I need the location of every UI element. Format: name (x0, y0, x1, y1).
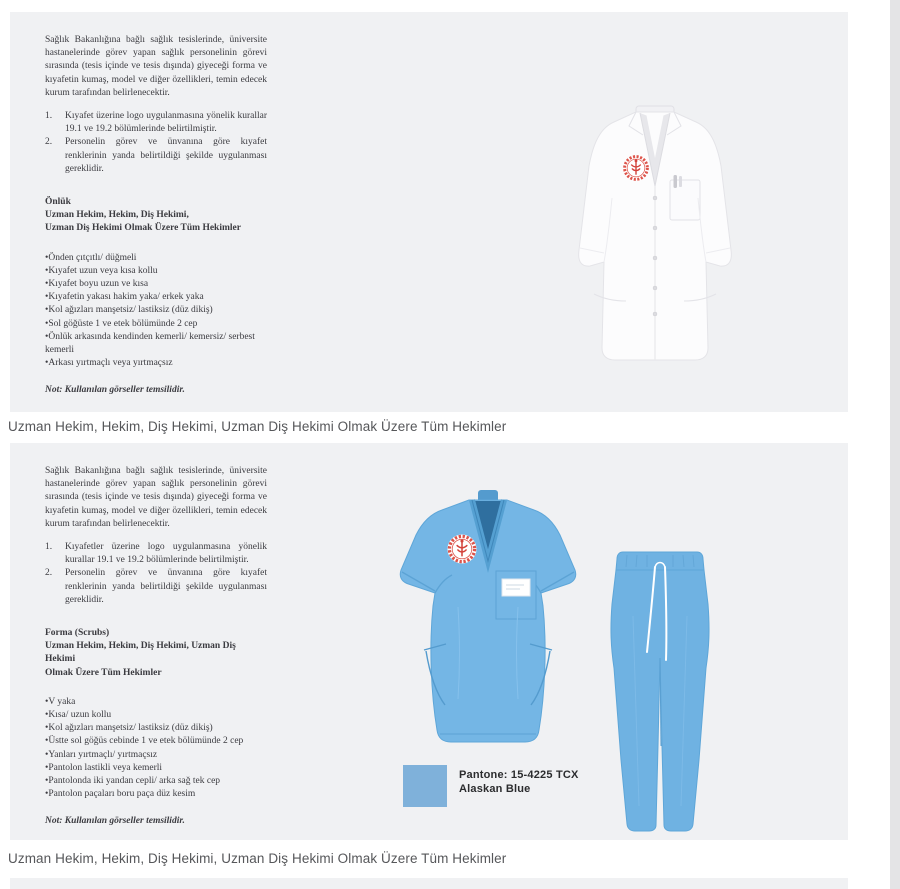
rule-text: Personelin görev ve ünvanına göre kıyafet renklerinin yanda belirtildiği şekilde uygulanması gereklidir. (65, 137, 267, 174)
spec-bullet: • Arkası yırtmaçlı veya yırtmaçsız (45, 357, 267, 370)
spec-bullet: • Önden çıtçıtlı/ düğmeli (45, 252, 267, 265)
representative-images-note: Not: Kullanılan görseller temsilidir. (45, 385, 185, 396)
spec-bullet: • Kol ağızları manşetsiz/ lastiksiz (düz dikiş) (45, 304, 267, 317)
spec-bullet: • Pantolon paçaları boru paça düz kesim (45, 788, 267, 801)
section-subheading-line: Uzman Hekim, Hekim, Diş Hekimi, (45, 210, 189, 221)
panel1-caption: Uzman Hekim, Hekim, Diş Hekimi, Uzman Diş Hekimi Olmak Üzere Tüm Hekimler (8, 419, 507, 434)
scrub-pants-image (603, 546, 717, 834)
rule-number: 2. (45, 568, 53, 579)
rule-item (45, 567, 267, 607)
section-subheading-line: Olmak Üzere Tüm Hekimler (45, 667, 162, 678)
section-subheading-line: Uzman Diş Hekimi Olmak Üzere Tüm Hekimler (45, 223, 241, 234)
lab-coat-image (560, 102, 750, 370)
rule-text: Personelin görev ve ünvanına göre kıyafet renklerinin yanda belirtildiği şekilde uygulanması gereklidir. (65, 568, 267, 605)
onluk-section-card (10, 12, 848, 412)
section-heading-group (45, 627, 267, 680)
numbered-rules-list (45, 110, 267, 176)
rule-item (45, 541, 267, 567)
rule-item (45, 136, 267, 176)
representative-images-note: Not: Kullanılan görseller temsilidir. (45, 816, 185, 827)
section-heading-group (45, 196, 267, 236)
forma-text-column (45, 465, 267, 829)
intro-paragraph: Sağlık Bakanlığına bağlı sağlık tesislerinde, üniversite hastanelerinde görev yapan sağlık personelinin görevi sırasında (tesis içinde ve tesis dışında) giyeceği forma ve kıyafetin kumaş, model ve diğer özellikleri, temin edecek kurum tarafından belirlenecektir. (45, 35, 267, 98)
spec-bullet: • Üstte sol göğüs cebinde 1 ve etek bölümünde 2 cep (45, 735, 267, 748)
ministry-of-health-emblem-icon (447, 534, 476, 563)
intro-paragraph: Sağlık Bakanlığına bağlı sağlık tesislerinde, üniversite hastanelerinde görev yapan sağlık personelinin görevi sırasında (tesis içinde ve tesis dışında) giyeceği forma ve kıyafetin kumaş, model ve diğer özellikleri, temin edecek kurum tarafından belirlenecektir. (45, 466, 267, 529)
scrollbar-track[interactable] (890, 0, 900, 889)
rule-number: 2. (45, 137, 53, 148)
spec-bullet-list (45, 696, 267, 802)
section-heading: Önlük (45, 197, 71, 208)
spec-bullet: • Kıyafet boyu uzun ve kısa (45, 278, 267, 291)
numbered-rules-list (45, 541, 267, 607)
spec-bullet: • Kol ağızları manşetsiz/ lastiksiz (düz dikiş) (45, 722, 267, 735)
onluk-text-column (45, 34, 267, 398)
pantone-name: Alaskan Blue (459, 783, 531, 795)
spec-bullet: • Kıyafet uzun veya kısa kollu (45, 265, 267, 278)
spec-bullet: • Pantolonda iki yandan cepli/ arka sağ tek cep (45, 775, 267, 788)
pantone-code: Pantone: 15-4225 TCX (459, 769, 579, 781)
scrub-top-image (388, 487, 588, 772)
pantone-color-swatch (403, 765, 447, 807)
rule-number: 1. (45, 111, 53, 122)
spec-bullet: • Kısa/ uzun kollu (45, 709, 267, 722)
section-subheading-line: Uzman Hekim, Hekim, Diş Hekimi, Uzman Diş Hekimi (45, 641, 236, 665)
spec-bullet: • Önlük arkasında kendinden kemerli/ kemersiz/ serbest kemerli (45, 331, 267, 357)
spec-bullet-list (45, 252, 267, 371)
rule-text: Kıyafetler üzerine logo uygulanmasına yönelik kurallar 19.1 ve 19.2 bölümlerinde belirtilmiştir. (65, 542, 267, 566)
next-section-card-partial (10, 878, 848, 889)
forma-scrubs-section-card (10, 443, 848, 840)
ministry-of-health-emblem-icon (623, 155, 649, 181)
panel2-caption: Uzman Hekim, Hekim, Diş Hekimi, Uzman Diş Hekimi Olmak Üzere Tüm Hekimler (8, 851, 507, 866)
rule-item (45, 110, 267, 136)
spec-bullet: • Yanları yırtmaçlı/ yırtmaçsız (45, 749, 267, 762)
spec-bullet: • Sol göğüste 1 ve etek bölümünde 2 cep (45, 318, 267, 331)
spec-bullet: • V yaka (45, 696, 267, 709)
section-heading: Forma (Scrubs) (45, 628, 110, 639)
spec-bullet: • Kıyafetin yakası hakim yaka/ erkek yaka (45, 291, 267, 304)
rule-number: 1. (45, 542, 53, 553)
pantone-color-block (403, 765, 579, 807)
rule-text: Kıyafet üzerine logo uygulanmasına yönelik kurallar 19.1 ve 19.2 bölümlerinde belirtilmiştir. (65, 111, 267, 135)
spec-bullet: • Pantolon lastikli veya kemerli (45, 762, 267, 775)
pantone-labels (459, 765, 579, 807)
coat-shape (579, 106, 732, 360)
